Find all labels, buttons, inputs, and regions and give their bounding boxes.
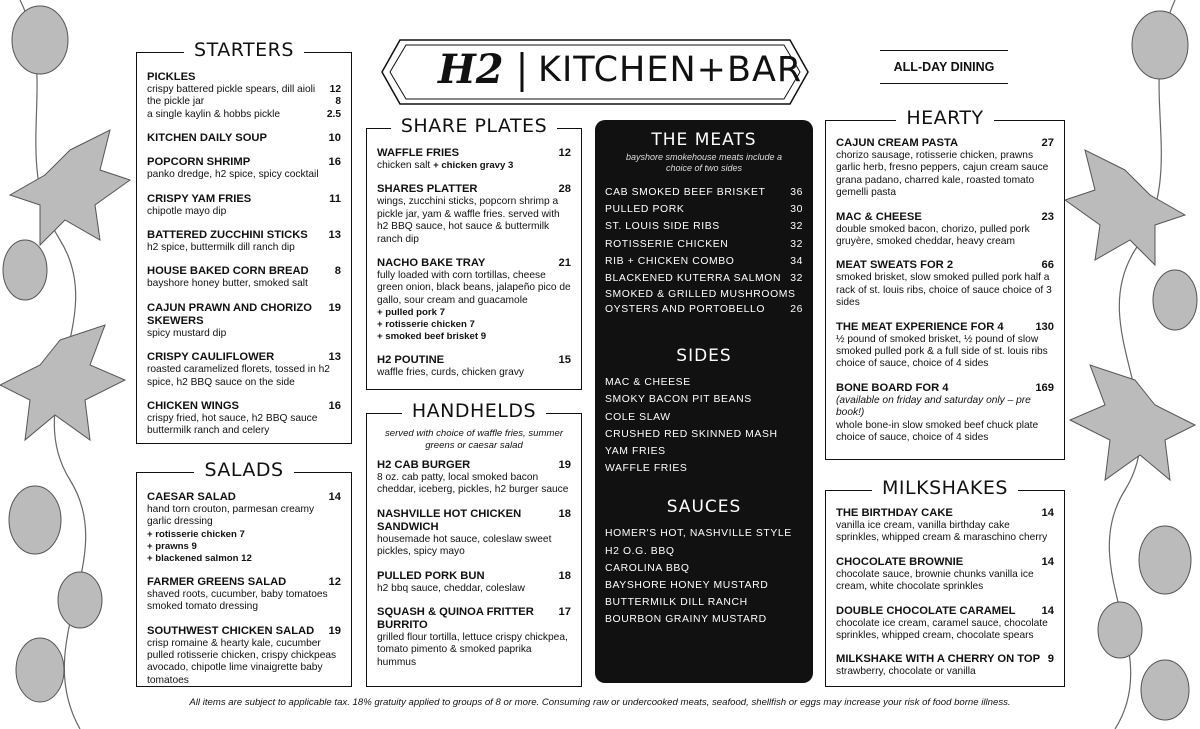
meat-item (605, 270, 803, 287)
menu-item-description (836, 150, 1054, 200)
menu-item-header (377, 570, 571, 583)
menu-item-header (836, 605, 1054, 618)
menu-item-description (836, 666, 1054, 678)
sauce-item: H2 O.G. BBQ (605, 545, 675, 557)
menu-item-name: SQUASH & QUINOA FRITTER BURRITO (377, 606, 534, 632)
salads-section (136, 459, 352, 687)
menu-item-description-text: smoked brisket, slow smoked pulled pork half a rack of st. louis ribs, choice of sauce choice of 3 sides (836, 272, 1052, 309)
sides-title: SIDES (676, 346, 732, 367)
menu-item-description-text: fully loaded with corn tortillas, cheese green onion, black beans, jalapeño pico de gallo, sour cream and guacamole (377, 270, 571, 306)
menu-item-name: CRISPY CAULIFLOWER (147, 351, 275, 364)
menu-item-description-text: ½ pound of smoked brisket, ½ pound of slow smoked pulled pork & a full side of st. louis ribs choice of sauce, choice of 4 sides (836, 333, 1048, 370)
menu-item-description (147, 242, 341, 254)
menu-item (836, 605, 1054, 643)
menu-item-name: THE BIRTHDAY CAKE (836, 507, 953, 519)
menu-item-add-on: + prawns 9 (147, 540, 197, 552)
menu-item-name: DOUBLE CHOCOLATE CARAMEL (836, 604, 1016, 617)
menu-item-description-text: chocolate sauce, brownie chunks vanilla ice cream, white chocolate sprinkles (836, 568, 1034, 593)
menu-item-name: BATTERED ZUCCHINI STICKS (147, 229, 308, 242)
menu-item (836, 259, 1054, 309)
menu-item-name: THE MEAT EXPERIENCE FOR 4 (836, 320, 1004, 333)
menu-item-description (147, 504, 341, 529)
menu-item-description-text: panko dredge, h2 spice, spicy cocktail (147, 169, 319, 181)
menu-item-header (147, 576, 341, 589)
menu-item-name: NACHO BAKE TRAY (377, 257, 486, 270)
menu-item-description-text: h2 spice, buttermilk dill ranch dip (147, 242, 295, 254)
menu-item (377, 147, 571, 172)
menu-item-header (147, 265, 341, 278)
share-plates-title: SHARE PLATES (391, 115, 557, 137)
menu-item-price: 14 (1041, 555, 1054, 568)
sub-option-text: the pickle jar (147, 96, 205, 108)
menu-item-name: H2 CAB BURGER (377, 459, 471, 471)
handhelds-title: HANDHELDS (402, 400, 546, 422)
sub-option-text: a single kaylin & hobbs pickle (147, 108, 281, 120)
menu-item-price: 14 (1041, 507, 1054, 519)
menu-item-header (836, 382, 1054, 395)
menu-item-price: 9 (1047, 653, 1054, 666)
menu-item-add-on: + chicken gravy 3 (433, 160, 514, 171)
menu-item-price: 13 (328, 351, 341, 364)
meat-item-price: 36 (790, 187, 803, 198)
menu-item-header (836, 507, 1054, 520)
menu-item-header (377, 147, 571, 160)
milkshakes-title: MILKSHAKES (872, 477, 1018, 499)
menu-item-price: 14 (328, 491, 341, 503)
meat-item-price: 32 (790, 238, 803, 250)
handhelds-note: served with choice of waffle fries, summer greens or caesar salad (384, 428, 564, 451)
menu-item (836, 321, 1054, 371)
menu-item-name: MILKSHAKE WITH A CHERRY ON TOP (836, 653, 1041, 666)
menu-item (147, 71, 341, 121)
menu-item-price: 11 (329, 192, 341, 205)
menu-item (147, 229, 341, 254)
menu-item-header (147, 71, 341, 84)
menu-item-add-on: + blackened salmon 12 (147, 552, 252, 564)
side-item: CRUSHED RED SKINNED MASH (605, 428, 778, 440)
menu-item-price: 13 (328, 229, 341, 242)
menu-item (147, 400, 341, 438)
menu-item-price: 130 (1035, 320, 1054, 333)
menu-item (377, 183, 571, 246)
side-item: YAM FRIES (605, 446, 666, 458)
menu-item-description-text: chicken salt (377, 160, 431, 171)
menu-item-add-on: + rotisserie chicken 7 (377, 319, 475, 331)
menu-sub-option (147, 96, 341, 108)
menu-item (377, 508, 571, 559)
menu-item-header (377, 508, 571, 534)
menu-item (836, 137, 1054, 200)
menu-item-name: FARMER GREENS SALAD (147, 575, 287, 588)
menu-item-name: MAC & CHEESE (836, 210, 922, 223)
menu-item-description (836, 224, 1054, 249)
menu-item-name: MEAT SWEATS FOR 2 (836, 259, 954, 272)
menu-item-description (836, 334, 1054, 371)
menu-item-header (377, 459, 571, 472)
menu-item-price: 18 (558, 507, 571, 520)
meats-sides-sauces-panel (595, 120, 813, 683)
meat-item-name: PULLED PORK (605, 204, 685, 216)
menu-item-description (377, 270, 571, 307)
meat-item (605, 253, 803, 270)
menu-item-header (147, 491, 341, 504)
menu-item-description (836, 420, 1054, 445)
menu-item-name: PICKLES (147, 71, 196, 83)
sauce-item: HOMER'S HOT, NASHVILLE STYLE (605, 528, 792, 540)
meat-item-price: 34 (790, 255, 803, 267)
menu-item-add-on: + rotisserie chicken 7 (147, 528, 245, 540)
menu-item-price: 19 (328, 624, 341, 637)
sub-option-price: 8 (335, 96, 341, 108)
meat-item (605, 303, 803, 316)
menu-item-description-text: crisp romaine & hearty kale, cucumber pulled rotisserie chicken, crispy chickpeas avocado, chipotle lime vinaigrette baby tomatoes (147, 637, 337, 686)
menu-item-header (147, 625, 341, 638)
menu-item (147, 351, 341, 389)
meat-item (605, 236, 803, 253)
menu-item (147, 625, 341, 688)
menu-item-description (377, 472, 571, 497)
menu-item-name: PULLED PORK BUN (377, 569, 485, 582)
menu-item-name: SOUTHWEST CHICKEN SALAD (147, 624, 315, 637)
menu-item (377, 606, 571, 669)
menu-item-description-text: crispy fried, hot sauce, h2 BBQ sauce buttermilk ranch and celery (147, 413, 318, 437)
meat-item (605, 201, 803, 218)
menu-item-description-text: h2 bbq sauce, cheddar, coleslaw (377, 582, 525, 594)
meat-item (605, 184, 803, 201)
menu-item-name: SHARES PLATTER (377, 183, 478, 196)
menu-item (147, 132, 341, 145)
salads-title: SALADS (194, 459, 293, 481)
menu-item-price: 16 (328, 400, 341, 413)
meat-item (605, 287, 803, 303)
menu-item (377, 354, 571, 379)
meats-title: THE MEATS (651, 130, 757, 150)
menu-sub-option (147, 84, 341, 96)
meat-item-price: 26 (790, 304, 803, 316)
menu-item (377, 257, 571, 343)
menu-item-description-text: chipotle mayo dip (147, 205, 227, 217)
menu-item (377, 570, 571, 595)
menu-item (836, 653, 1054, 678)
menu-item (147, 265, 341, 290)
menu-item-price: 12 (328, 575, 341, 588)
meat-item-name: ROTISSERIE CHICKEN (605, 238, 729, 250)
menu-item-description-text: bayshore honey butter, smoked salt (147, 278, 308, 290)
meat-item-price: 32 (790, 221, 803, 233)
menu-item-name: KITCHEN DAILY SOUP (147, 132, 267, 145)
menu-item-description (836, 272, 1054, 309)
menu-item-header (147, 229, 341, 242)
menu-item (147, 156, 341, 181)
menu-item-description (147, 638, 341, 688)
menu-item-description (147, 278, 341, 290)
sub-option-price: 12 (329, 84, 341, 95)
menu-item-header (836, 259, 1054, 272)
menu-item-description (377, 583, 571, 595)
all-day-dining-tagline: ALL-DAY DINING (880, 50, 1008, 84)
milkshakes-section (825, 477, 1065, 687)
menu-item (836, 507, 1054, 545)
menu-item-description-text: grilled flour tortilla, lettuce crispy chickpea, tomato pimento & smoked paprika hummus (377, 632, 568, 668)
menu-item-name: CAJUN CREAM PASTA (836, 137, 959, 149)
sauce-item: BOURBON GRAINY MUSTARD (605, 614, 767, 626)
menu-item-price: 18 (558, 569, 571, 582)
menu-item-name: H2 POUTINE (377, 354, 445, 367)
menu-item-price: 27 (1041, 137, 1054, 149)
menu-sub-option (147, 109, 341, 121)
menu-item-description (377, 534, 571, 559)
handhelds-section (366, 400, 582, 687)
logo-mark: H2 (438, 46, 504, 93)
menu-item-header (147, 400, 341, 413)
meat-item-name: SMOKED & GRILLED MUSHROOMS (605, 289, 796, 301)
menu-item-header (836, 321, 1054, 334)
menu-item-name: HOUSE BAKED CORN BREAD (147, 265, 309, 278)
menu-item-description (377, 367, 571, 379)
menu-item-header (836, 556, 1054, 569)
menu-item-header (836, 137, 1054, 150)
menu-item-price: 15 (558, 354, 571, 367)
menu-item-name: CRISPY YAM FRIES (147, 192, 252, 205)
menu-item-description (147, 169, 341, 181)
hearty-title: HEARTY (896, 107, 993, 129)
sub-option-text: crispy battered pickle spears, dill aioli (147, 84, 316, 95)
side-item: SMOKY BACON PIT BEANS (605, 394, 752, 406)
menu-item-description (147, 589, 341, 614)
menu-item-add-on: + pulled pork 7 (377, 307, 445, 319)
meat-item-price: 30 (790, 204, 803, 216)
menu-item-price: 19 (558, 459, 571, 471)
menu-item-description-text: waffle fries, curds, chicken gravy (377, 367, 525, 379)
side-item: WAFFLE FRIES (605, 463, 688, 475)
menu-item-description-text: hand torn crouton, parmesan creamy garlic dressing (147, 504, 315, 528)
menu-item-description (377, 160, 571, 172)
menu-item-description-text: double smoked bacon, chorizo, pulled pork gruyère, smoked cheddar, heavy cream (836, 223, 1030, 248)
starters-title: STARTERS (184, 39, 304, 61)
menu-item-name: CAESAR SALAD (147, 491, 236, 503)
side-item: MAC & CHEESE (605, 377, 691, 389)
menu-item (836, 211, 1054, 249)
menu-item-description (147, 328, 341, 340)
menu-item-name: WAFFLE FRIES (377, 147, 460, 159)
sauce-item: CAROLINA BBQ (605, 562, 690, 574)
menu-item-description-text: roasted caramelized florets, tossed in h2 spice, h2 BBQ sauce on the side (147, 364, 330, 388)
menu-item-header (377, 354, 571, 367)
sub-option-price: 2.5 (326, 108, 341, 120)
menu-item-header (836, 653, 1054, 666)
menu-item-price: 14 (1041, 604, 1054, 617)
menu-item-name: CHICKEN WINGS (147, 400, 239, 413)
menu-item-header (147, 351, 341, 364)
hop-vine-illustration-right (1065, 0, 1200, 729)
menu-item (377, 459, 571, 497)
menu-item-price: 23 (1041, 210, 1054, 223)
menu-item-price: 66 (1041, 259, 1054, 272)
menu-item-name: CHOCOLATE BROWNIE (836, 555, 964, 568)
meat-item-name: BLACKENED KUTERRA SALMON (605, 273, 782, 285)
sauce-item: BUTTERMILK DILL RANCH (605, 597, 748, 609)
menu-item-description (377, 632, 571, 669)
menu-item-description-text: wings, zucchini sticks, popcorn shrimp a pickle jar, yam & waffle fries. served with h2 BBQ sauce, hot sauce & buttermilk ranch dip (377, 196, 560, 245)
meats-note: bayshore smokehouse meats include a choice of two sides (625, 152, 783, 173)
menu-item-name: NASHVILLE HOT CHICKEN SANDWICH (377, 507, 522, 533)
menu-item (147, 193, 341, 218)
meat-item-name: ST. LOUIS SIDE RIBS (605, 221, 720, 233)
menu-item-add-on: + smoked beef brisket 9 (377, 331, 487, 343)
menu-item-description (377, 196, 571, 246)
menu-item-price: 28 (558, 183, 571, 196)
menu-item-description (836, 569, 1054, 594)
share-plates-section (366, 115, 582, 390)
meat-item (605, 218, 803, 235)
menu-item-price: 10 (328, 132, 341, 145)
menu-item-description-text: vanilla ice cream, vanilla birthday cake sprinkles, whipped cream & maraschino cherry (836, 520, 1048, 544)
restaurant-logo (380, 38, 810, 106)
menu-item (147, 491, 341, 565)
menu-item-header (377, 257, 571, 270)
hop-vine-illustration-left (0, 0, 135, 729)
menu-item-name: POPCORN SHRIMP (147, 156, 251, 169)
meat-item-name: RIB + CHICKEN COMBO (605, 255, 735, 267)
starters-section (136, 39, 352, 444)
menu-item-description-text: chocolate ice cream, caramel sauce, chocolate sprinkles, whipped cream, chocolate spears (836, 617, 1048, 642)
menu-item-description-text: spicy mustard dip (147, 327, 227, 339)
menu-item-description (836, 520, 1054, 545)
menu-item (836, 382, 1054, 445)
menu-item-price: 19 (328, 301, 341, 314)
menu-item-name: BONE BOARD FOR 4 (836, 381, 949, 394)
menu-item-header (377, 606, 571, 632)
menu-item (147, 302, 341, 340)
meat-item-price: 32 (790, 273, 803, 285)
hearty-section (825, 107, 1065, 460)
menu-item-price: 21 (558, 257, 571, 270)
menu-item-name: CAJUN PRAWN AND CHORIZO SKEWERS (147, 301, 312, 327)
menu-item-description (147, 364, 341, 389)
menu-item-description (147, 206, 341, 218)
menu-item-price: 17 (558, 606, 571, 619)
menu-item (147, 576, 341, 614)
menu-item-description-text: shaved roots, cucumber, baby tomatoes smoked tomato dressing (147, 588, 328, 613)
menu-item-price: 12 (558, 147, 571, 159)
menu-item-description (836, 618, 1054, 643)
menu-item-price: 8 (334, 265, 341, 278)
menu-item-header (377, 183, 571, 196)
sauces-title: SAUCES (666, 497, 742, 518)
menu-item-description-text: 8 oz. cab patty, local smoked bacon cheddar, iceberg, pickles, h2 burger sauce (377, 472, 569, 496)
menu-item-description-text: strawberry, chocolate or vanilla (836, 666, 976, 678)
menu-item-header (147, 132, 341, 145)
logo-name: KITCHEN+BAR (538, 50, 803, 90)
menu-item-header (147, 156, 341, 169)
menu-item-header (147, 193, 341, 206)
menu-item-description-text: housemade hot sauce, coleslaw sweet pickles, spicy mayo (377, 533, 552, 558)
sauce-item: BAYSHORE HONEY MUSTARD (605, 580, 769, 592)
menu-item-header (836, 211, 1054, 224)
menu-item (836, 556, 1054, 594)
menu-item-price: 169 (1035, 381, 1054, 394)
menu-item-header (147, 302, 341, 328)
menu-item-description (147, 413, 341, 438)
menu-item-description-text: chorizo sausage, rotisserie chicken, prawns garlic herb, fresno peppers, cajun cream sauce grana padano, charred kale, roasted tomato gemelli pasta (836, 150, 1049, 199)
side-item: COLE SLAW (605, 411, 671, 423)
menu-item-description-text: whole bone-in slow smoked beef chuck plate choice of sauce, choice of 4 sides (836, 419, 1039, 444)
menu-item-note: (available on friday and saturday only – pre book!) (836, 394, 1031, 419)
menu-item-price: 16 (328, 156, 341, 169)
meat-item-name: CAB SMOKED BEEF BRISKET (605, 187, 766, 198)
footer-disclaimer: All items are subject to applicable tax. 18% gratuity applied to groups of 8 or more. Consuming raw or undercooked meats, seafood, shellfish or eggs may increase your risk of food borne illness. (189, 697, 1011, 708)
meat-item-name: OYSTERS AND PORTOBELLO (605, 304, 766, 316)
